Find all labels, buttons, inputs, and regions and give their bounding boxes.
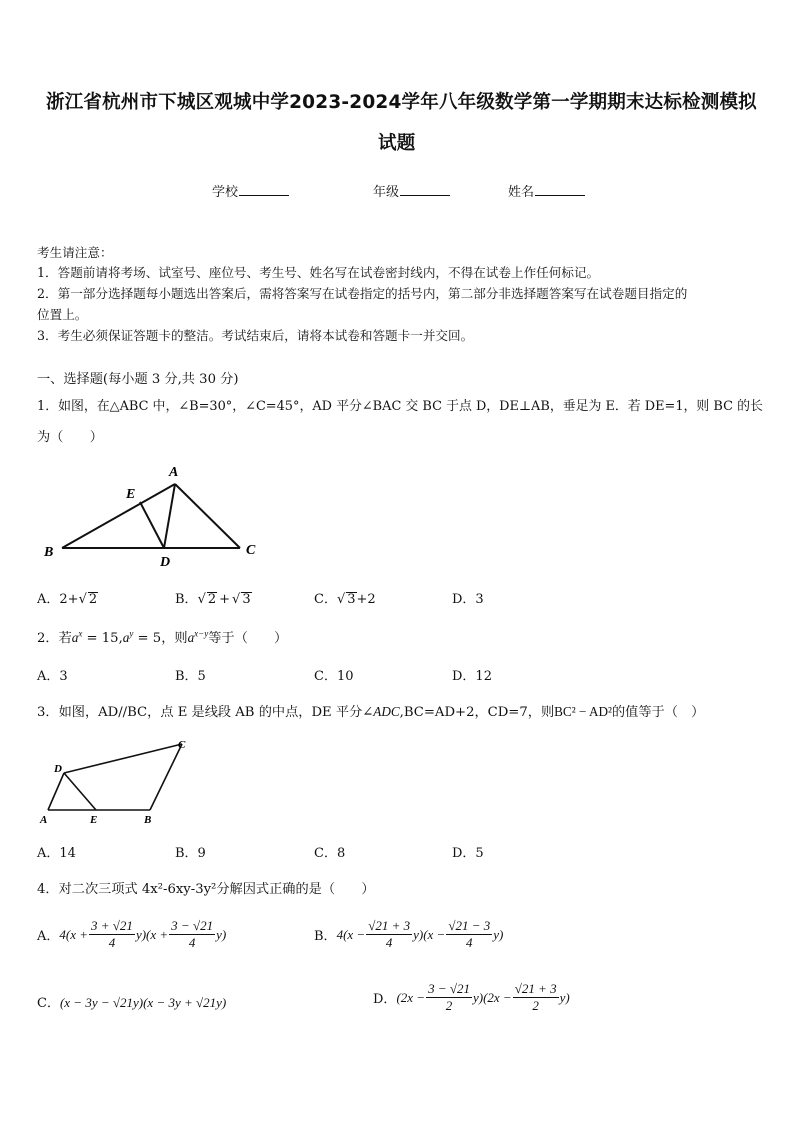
q1-option-b-radicand-1: 2 xyxy=(207,592,217,607)
label-c: C xyxy=(178,739,186,751)
q3-expression: BC² − AD² xyxy=(554,704,612,719)
q2-then: ，则 xyxy=(161,631,188,646)
section-heading: 一、选择题(每小题 3 分,共 30 分) xyxy=(37,372,239,387)
q4-option-b-frac-1: $\frac{√21 + 3}{4}$ xyxy=(368,918,411,950)
q4-option-a-mid: y)(x + xyxy=(135,926,169,942)
q1-stem-cont: 为（ ） xyxy=(37,430,103,445)
q3-angle: ∠ADC xyxy=(362,704,400,719)
q2-stem xyxy=(37,627,287,646)
q4-stem: 4．对二次三项式 4x²-6xy-3y²分解因式正确的是（ ） xyxy=(37,882,375,897)
segment-da xyxy=(48,773,64,810)
q4-option-d-frac-2: $\frac{√21 + 3}{2}$ xyxy=(514,981,557,1013)
q2-base-2: a xyxy=(122,630,130,645)
q4-option-a-label: A． xyxy=(37,929,60,944)
q1-option-b-plus: + xyxy=(219,592,231,607)
q4-option-c-expr: (x − 3y − √21y)(x − 3y + √21y) xyxy=(59,995,227,1010)
school-field[interactable] xyxy=(212,181,289,200)
label-d: D xyxy=(160,555,171,570)
q4-option-d-pre: (2x − xyxy=(396,989,426,1005)
q1-option-b[interactable]: B．√ 2 + √ 3 xyxy=(175,592,251,607)
q2-prefix: 2．若 xyxy=(37,631,72,646)
q2-exp-2: y xyxy=(129,628,134,639)
grade-label: 年级 xyxy=(373,185,400,200)
school-blank[interactable] xyxy=(239,183,289,196)
q3-stem xyxy=(37,701,704,720)
q1-option-a-radicand: 2 xyxy=(88,592,98,607)
q2-option-a[interactable]: A．3 xyxy=(37,669,68,684)
q4-option-c-label: C． xyxy=(37,996,60,1011)
school-label: 学校 xyxy=(212,185,239,200)
notice-heading: 考生请注意： xyxy=(37,245,113,260)
q2-exp-1: x xyxy=(78,628,83,639)
q3-quadrilateral-figure xyxy=(36,736,206,831)
q4-option-b-frac-2: $\frac{√21 - 3}{4}$ xyxy=(448,918,491,950)
label-a: A xyxy=(40,814,48,826)
label-b: B xyxy=(44,545,54,560)
q4-option-b-post: y) xyxy=(493,926,504,942)
segment-ac xyxy=(175,484,240,548)
segment-bc xyxy=(150,744,182,810)
q1-option-b-text: B． xyxy=(175,592,198,607)
q1-triangle-figure xyxy=(36,458,266,578)
q2-eq-1: = 15, xyxy=(82,631,123,646)
q4-option-a-frac-1: $\frac{3 + √21}{4}$ xyxy=(91,918,133,950)
label-e: E xyxy=(126,487,136,502)
name-label: 姓名 xyxy=(508,185,535,200)
q3-part-3: 的值等于（ ） xyxy=(612,705,705,720)
q4-option-d[interactable] xyxy=(373,981,570,1014)
q2-option-c[interactable]: C．10 xyxy=(314,669,354,684)
q4-option-a-post: y) xyxy=(216,926,227,942)
q3-option-a[interactable]: A．14 xyxy=(37,846,76,861)
title-line-2: 试题 xyxy=(378,133,416,154)
segment-de xyxy=(64,773,96,810)
notice-item-2: 2．第一部分选择题每小题选出答案后，需将答案写在试卷指定的括号内，第二部分非选择题答案写在试卷题目指定的 xyxy=(37,286,688,301)
q4-option-d-frac-1: $\frac{3 - √21}{2}$ xyxy=(428,981,470,1013)
q2-base-3: a xyxy=(187,630,195,645)
q1-option-a-text: A．2+ xyxy=(37,592,79,607)
q2-option-d[interactable]: D．12 xyxy=(452,669,492,684)
q3-part-2: ,BC=AD+2，CD=7，则 xyxy=(399,705,555,720)
q2-exp-3: x−y xyxy=(194,628,209,639)
q1-option-b-radicand-2: 3 xyxy=(242,592,251,607)
grade-blank[interactable] xyxy=(400,183,450,196)
grade-field[interactable] xyxy=(373,181,450,200)
q1-option-a[interactable]: A．2+√ 2 xyxy=(37,592,98,607)
q4-option-b-pre: 4(x − xyxy=(336,926,366,942)
label-a: A xyxy=(169,465,179,480)
q1-option-c-text: C． xyxy=(314,592,337,607)
q2-option-b[interactable]: B．5 xyxy=(175,669,206,684)
q4-option-b[interactable] xyxy=(314,918,503,951)
q1-option-d[interactable]: D．3 xyxy=(452,592,484,607)
label-c: C xyxy=(246,543,256,558)
label-b: B xyxy=(144,814,152,826)
q3-option-b[interactable]: B．9 xyxy=(175,846,206,861)
q4-option-d-post: y) xyxy=(559,989,570,1005)
q3-part-1: 3．如图，AD//BC，点 E 是线段 AB 的中点，DE 平分 xyxy=(37,705,363,720)
q2-suffix: 等于（ ） xyxy=(208,631,288,646)
segment-ad xyxy=(164,484,175,548)
name-blank[interactable] xyxy=(535,183,585,196)
q4-option-a-pre: 4(x + xyxy=(59,926,89,942)
notice-item-2-cont: 位置上。 xyxy=(37,307,88,322)
label-d: D xyxy=(54,763,62,775)
q3-option-d[interactable]: D．5 xyxy=(452,846,484,861)
q4-option-d-mid: y)(2x − xyxy=(472,989,512,1005)
q3-option-c[interactable]: C．8 xyxy=(314,846,346,861)
label-e: E xyxy=(90,814,98,826)
name-field[interactable] xyxy=(508,181,585,200)
q1-stem: 1．如图，在△ABC 中，∠B=30°，∠C=45°，AD 平分∠BAC 交 BC 于点 D，DE⊥AB，垂足为 E．若 DE=1，则 BC 的长 xyxy=(37,399,763,414)
q4-option-b-mid: y)(x − xyxy=(413,926,446,942)
q4-option-a[interactable] xyxy=(37,918,226,951)
q4-option-d-label: D． xyxy=(373,992,397,1007)
title-line-1: 浙江省杭州市下城区观城中学2023-2024学年八年级数学第一学期期末达标检测模拟 xyxy=(46,92,757,113)
q4-option-a-frac-2: $\frac{3 - √21}{4}$ xyxy=(171,918,214,950)
notice-item-3: 3．考生必须保证答题卡的整洁。考试结束后，请将本试卷和答题卡一并交回。 xyxy=(37,328,474,343)
segment-de xyxy=(140,502,164,548)
segment-cd xyxy=(64,744,182,773)
q2-eq-2: = 5 xyxy=(133,631,162,646)
q4-option-b-label: B． xyxy=(314,929,337,944)
q1-option-c-suffix: +2 xyxy=(356,592,376,607)
q1-option-c-radicand: 3 xyxy=(347,592,356,607)
notice-item-1: 1．答题前请将考场、试室号、座位号、考生号、姓名写在试卷密封线内，不得在试卷上作任何标记。 xyxy=(37,265,600,280)
q1-option-c[interactable]: C．√ 3+2 xyxy=(314,592,376,607)
q4-option-c[interactable] xyxy=(37,992,226,1011)
q2-base-1: a xyxy=(71,630,79,645)
